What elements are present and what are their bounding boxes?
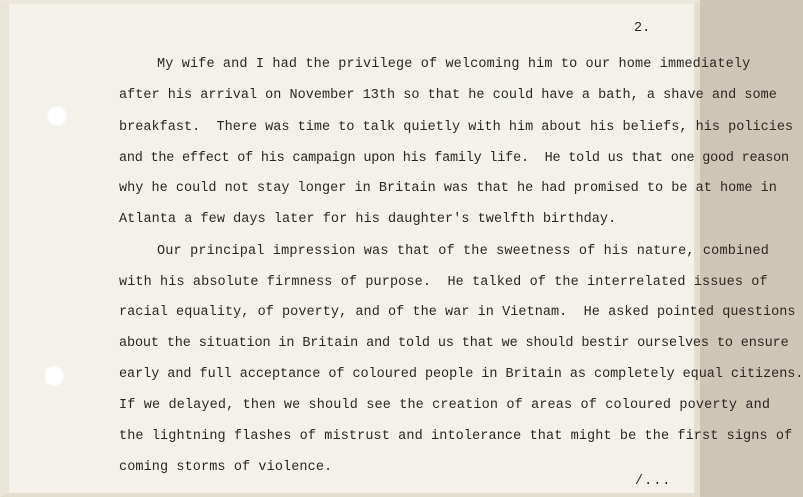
text-line: My wife and I had the privilege of welcoming him to our home immediately <box>157 57 751 72</box>
punch-hole-top <box>47 106 67 126</box>
page-number: 2. <box>634 21 651 36</box>
text-line: about the situation in Britain and told us that we should bestir ourselves to ensure <box>119 336 789 351</box>
continuation-mark: /... <box>635 474 672 489</box>
text-line: why he could not stay longer in Britain was that he had promised to be at home in <box>119 181 777 196</box>
text-line: Atlanta a few days later for his daughter's twelfth birthday. <box>119 212 617 227</box>
text-line: the lightning flashes of mistrust and intolerance that might be the first signs of <box>119 429 793 444</box>
text-line: If we delayed, then we should see the creation of areas of coloured poverty and <box>119 398 771 413</box>
text-line: Our principal impression was that of the sweetness of his nature, combined <box>157 244 770 259</box>
text-line: with his absolute firmness of purpose. He talked of the interrelated issues of <box>119 275 768 290</box>
text-line: and the effect of his campaign upon his family life. He told us that one good reason <box>119 151 789 166</box>
text-line: after his arrival on November 13th so that he could have a bath, a shave and some <box>119 88 777 103</box>
text-line: breakfast. There was time to talk quietly with him about his beliefs, his policies <box>119 120 794 135</box>
text-line: coming storms of violence. <box>119 460 333 475</box>
text-line: early and full acceptance of coloured people in Britain as completely equal citizens. <box>119 367 803 382</box>
text-line: racial equality, of poverty, and of the war in Vietnam. He asked pointed questions <box>119 305 796 320</box>
punch-hole-bottom <box>44 366 64 386</box>
